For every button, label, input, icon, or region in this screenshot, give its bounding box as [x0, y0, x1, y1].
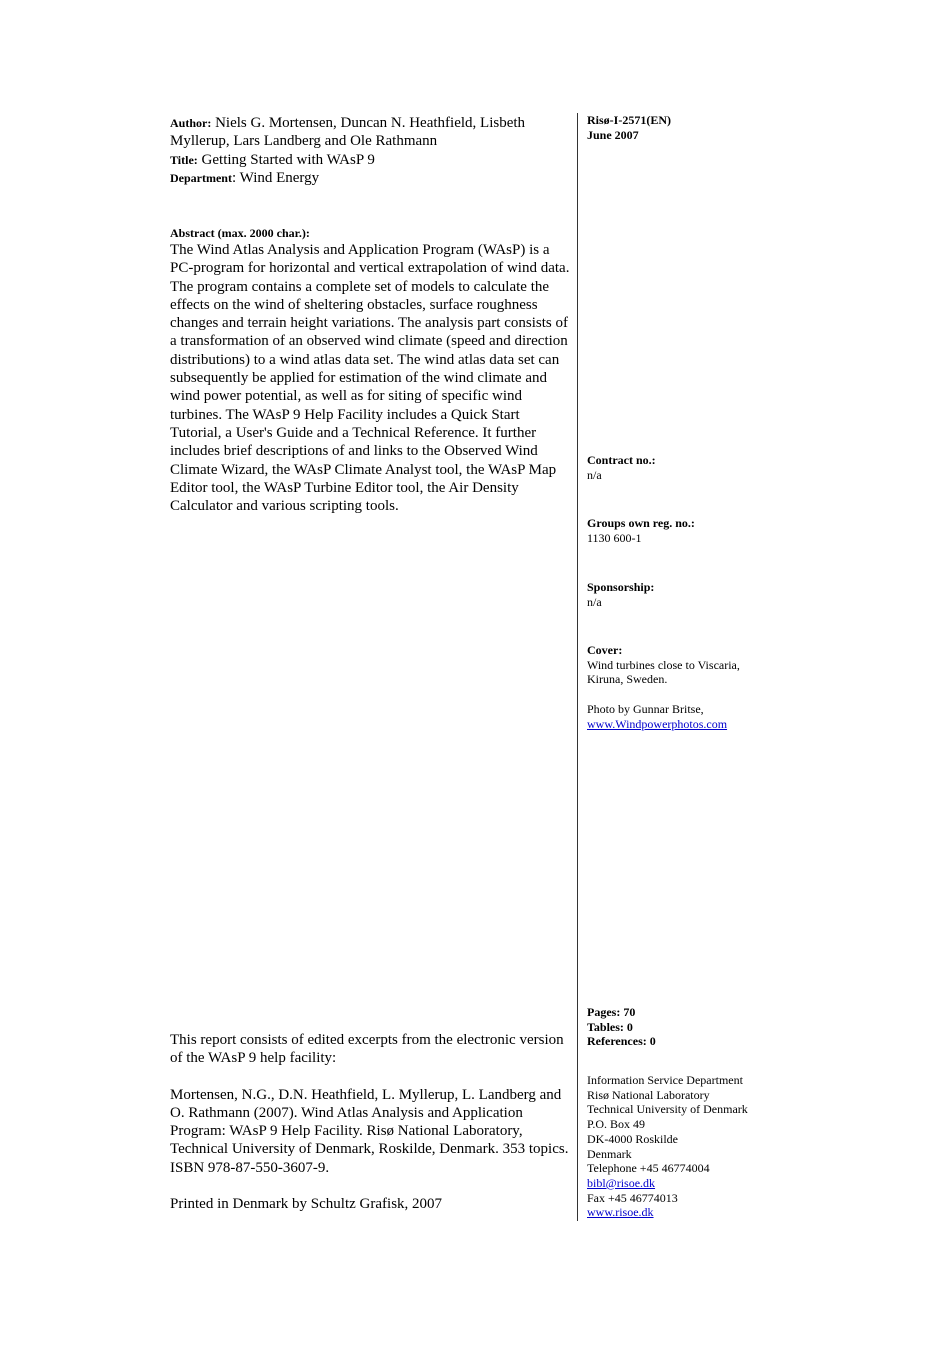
- column-divider: [577, 113, 578, 1221]
- cover-label: Cover:: [587, 643, 623, 657]
- contact-telephone: Telephone +45 46774004: [587, 1161, 710, 1176]
- author-value: Niels G. Mortensen, Duncan N. Heathfield, Lisbeth Myllerup, Lars Landberg and Ole Rathmann: [170, 115, 526, 150]
- sponsorship-block: [587, 580, 787, 609]
- printed-note: Printed in Denmark by Schultz Grafisk, 2007: [170, 1196, 443, 1213]
- department-value: : Wind Energy: [231, 169, 320, 186]
- author-label: Author:: [170, 116, 212, 130]
- photo-credit: Photo by Gunnar Britse,: [587, 702, 704, 717]
- title-label: Title:: [170, 152, 198, 167]
- tables-count: Tables: 0: [587, 1019, 633, 1034]
- groups-block: [587, 516, 787, 545]
- pages-count: Pages: 70: [587, 1005, 636, 1019]
- contract-block: [587, 453, 787, 482]
- cover-block: [587, 643, 762, 732]
- header-block: [170, 114, 570, 187]
- abstract-label: Abstract (max. 2000 char.):: [170, 226, 310, 240]
- sponsorship-value: n/a: [587, 594, 602, 609]
- report-id-block: [587, 113, 787, 142]
- contact-pobox: P.O. Box 49: [587, 1117, 646, 1132]
- contact-country: Denmark: [587, 1146, 632, 1161]
- contact-lab: Risø National Laboratory: [587, 1087, 710, 1102]
- contact-web-link[interactable]: www.risoe.dk: [587, 1205, 654, 1220]
- department-line: [170, 169, 570, 187]
- contact-block: [587, 1073, 787, 1220]
- contact-university: Technical University of Denmark: [587, 1102, 748, 1117]
- notes-block: [170, 1031, 570, 1213]
- contact-city: DK-4000 Roskilde: [587, 1131, 678, 1146]
- groups-label: Groups own reg. no.:: [587, 516, 695, 530]
- abstract-block: [170, 226, 570, 515]
- contract-label: Contract no.:: [587, 453, 656, 467]
- groups-value: 1130 600-1: [587, 530, 642, 545]
- abstract-text: The Wind Atlas Analysis and Application Program (WAsP) is a PC-program for horizontal and vertical extrapolation of wind data. The program contains a complete set of models to calculate the effects on the wind of sheltering obstacles, surface roughness changes and terrain height variations. The analysis part consists of a transformation of an observed wind climate (speed and direction distributions) to a wind atlas data set. The wind atlas data set can subsequently be applied for estimation of the wind climate and wind power potential, as well as for siting of specific wind turbines. The WAsP 9 Help Facility includes a Quick Start Tutorial, a User's Guide and a Technical Reference. It further includes brief descriptions of and links to the Observed Wind Climate Wizard, the WAsP Climate Analyst tool, the WAsP Map Editor tool, the WAsP Turbine Editor tool, the Air Density Calculator and various scripting tools.: [170, 242, 570, 515]
- photo-link[interactable]: www.Windpowerphotos.com: [587, 716, 728, 731]
- report-number: Risø-I-2571(EN): [587, 113, 671, 127]
- counts-block: [587, 1005, 787, 1049]
- excerpt-note: This report consists of edited excerpts from the electronic version of the WAsP 9 help facility:: [170, 1032, 564, 1067]
- contact-department: Information Service Department: [587, 1073, 743, 1087]
- title-value: Getting Started with WAsP 9: [201, 151, 375, 168]
- author-line: [170, 114, 570, 151]
- contact-email-link[interactable]: bibl@risoe.dk: [587, 1175, 656, 1190]
- sponsorship-label: Sponsorship:: [587, 580, 655, 594]
- department-label: Department: [170, 170, 232, 185]
- contract-value: n/a: [587, 467, 602, 482]
- cover-text: Wind turbines close to Viscaria, Kiruna, Sweden.: [587, 657, 740, 687]
- report-date: June 2007: [587, 127, 639, 142]
- contact-fax: Fax +45 46774013: [587, 1190, 678, 1205]
- references-count: References: 0: [587, 1034, 656, 1049]
- title-line: [170, 151, 570, 169]
- citation: Mortensen, N.G., D.N. Heathfield, L. Myllerup, L. Landberg and O. Rathmann (2007). Wind Atlas Analysis and Application Program: WAsP 9 Help Facility. Risø National Laboratory, Technical University of Denmark, Roskilde, Denmark. 353 topics. ISBN 978-87-550-3607-9.: [170, 1086, 569, 1176]
